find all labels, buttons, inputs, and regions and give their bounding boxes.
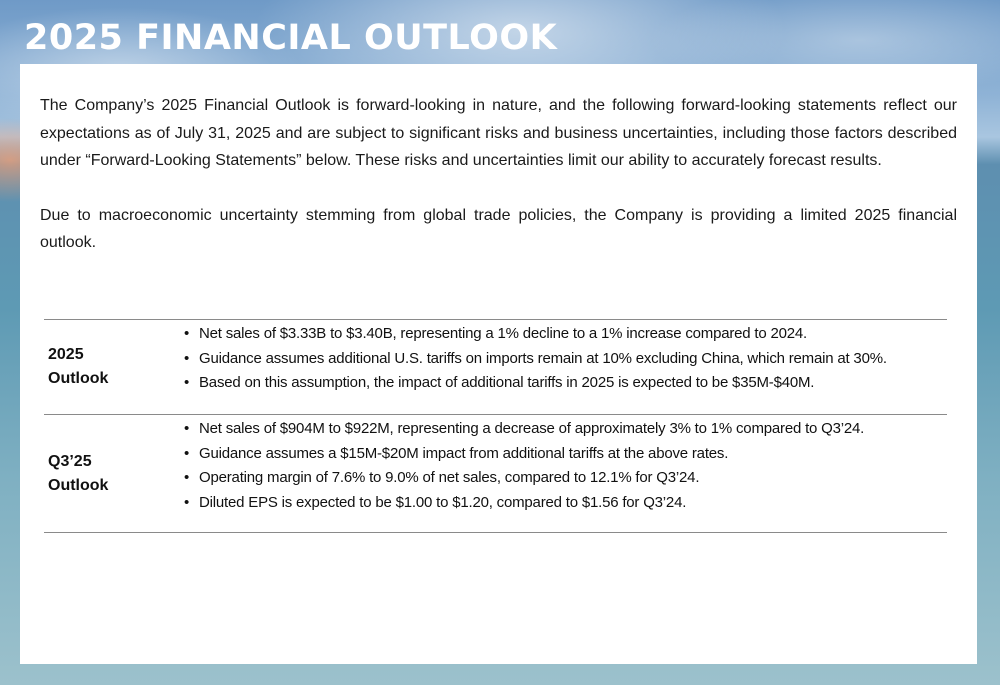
bullet-item: • Operating margin of 7.6% to 9.0% of net sales, compared to 12.1% for Q3’24. bbox=[184, 466, 864, 491]
bullet-item: • Net sales of $904M to $922M, representing a decrease of approximately 3% to 1% compared to Q3’24. bbox=[184, 417, 864, 442]
bullet-item: • Guidance assumes additional U.S. tariffs on imports remain at 10% excluding China, which remain at 30%. bbox=[184, 347, 887, 372]
outlook-table bbox=[44, 319, 947, 533]
bullet-list bbox=[184, 417, 864, 515]
row-label-line: Outlook bbox=[48, 476, 109, 494]
bullet-item: • Guidance assumes a $15M-$20M impact from additional tariffs at the above rates. bbox=[184, 442, 864, 467]
row-label-line: 2025 bbox=[48, 346, 84, 363]
row-label-line: Q3’25 bbox=[48, 452, 92, 470]
page-title: 2025 FINANCIAL OUTLOOK bbox=[24, 18, 558, 58]
table-row-2025-outlook bbox=[44, 320, 947, 415]
bullet-item: • Based on this assumption, the impact of additional tariffs in 2025 is expected to be $35M-$40M. bbox=[184, 371, 887, 396]
table-row-q3-outlook bbox=[44, 415, 947, 533]
row-label-line: Outlook bbox=[48, 370, 109, 387]
intro-text bbox=[40, 92, 957, 284]
bullet-list bbox=[184, 322, 887, 396]
row-label bbox=[48, 450, 148, 498]
bullet-item: • Net sales of $3.33B to $3.40B, representing a 1% decline to a 1% increase compared to 2024. bbox=[184, 322, 887, 347]
intro-paragraph: The Company’s 2025 Financial Outlook is forward-looking in nature, and the following forward-looking statements reflect our expectations as of July 31, 2025 and are subject to significant risks and business uncertainties, including those factors described under “Forward-Looking Statements” below. These risks and uncertainties limit our ability to accurately forecast results. bbox=[40, 97, 957, 169]
bullet-item: • Diluted EPS is expected to be $1.00 to $1.20, compared to $1.56 for Q3’24. bbox=[184, 491, 864, 516]
content-panel bbox=[20, 64, 977, 664]
row-label bbox=[48, 343, 148, 391]
intro-paragraph: Due to macroeconomic uncertainty stemming from global trade policies, the Company is providing a limited 2025 financial outlook. bbox=[40, 206, 957, 251]
